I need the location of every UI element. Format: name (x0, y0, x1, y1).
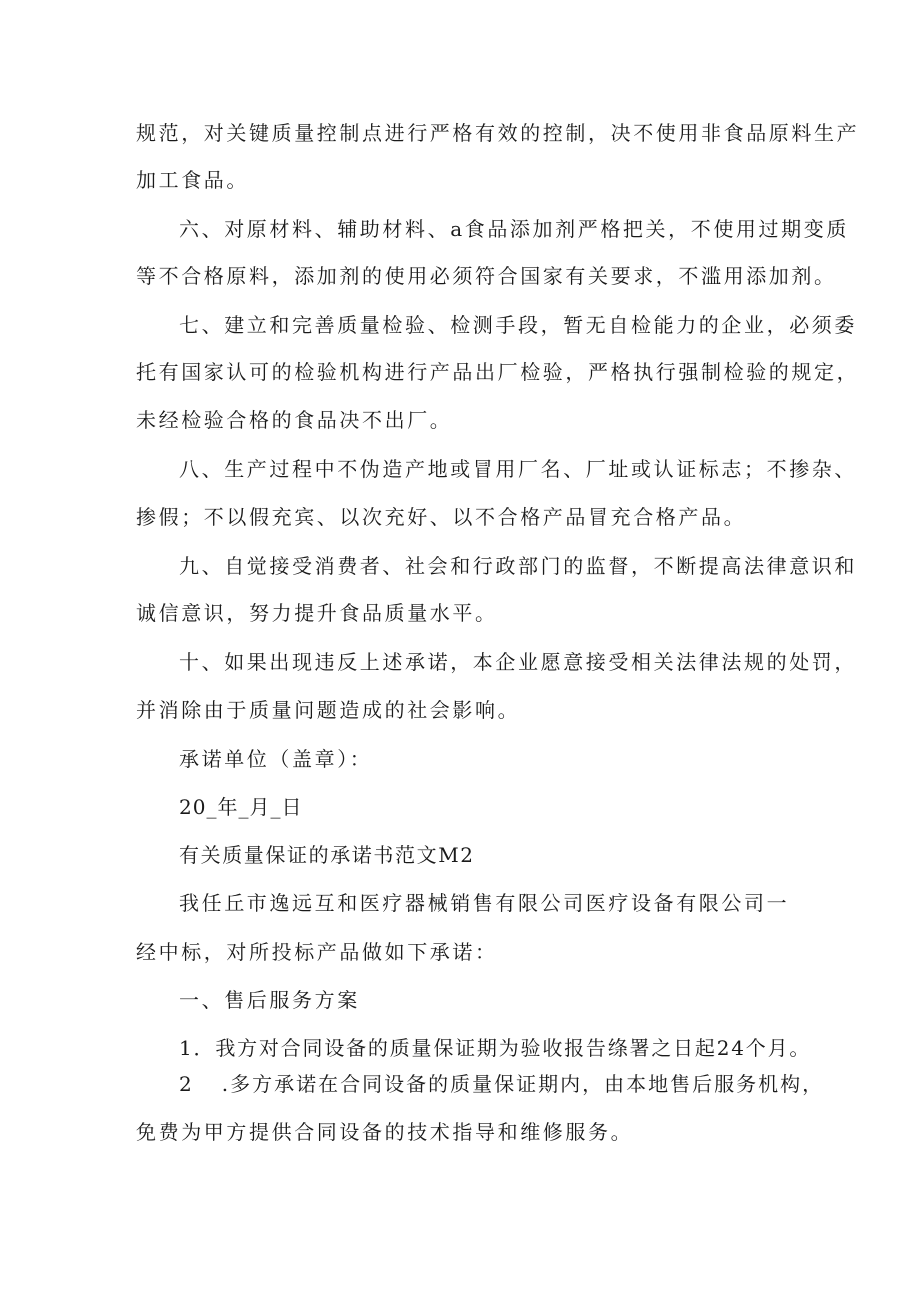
list-item-number: 2 (179, 1072, 194, 1096)
section-heading: 一、售后服务方案 (179, 988, 360, 1012)
paragraph-line: 八、生产过程中不伪造产地或冒用厂名、厂址或认证标志；不掺杂、 (179, 457, 857, 481)
paragraph-line: 十、如果出现违反上述承诺，本企业愿意接受相关法律法规的处罚， (179, 650, 857, 674)
paragraph-line: 九、自觉接受消费者、社会和行政部门的监督，不断提高法律意识和 (179, 554, 857, 578)
list-item-text: .多方承诺在合同设备的质量保证期内，由本地售后服务机构， (221, 1072, 825, 1096)
paragraph-line: 加工食品。 (136, 168, 249, 192)
paragraph-line: 等不合格原料，添加剂的使用必须符合国家有关要求，不滥用添加剂。 (136, 264, 837, 288)
date-line: 20_年_月_日 (179, 795, 303, 819)
paragraph-line: 诚信意识，努力提升食品质量水平。 (136, 601, 498, 625)
paragraph-line: 未经检验合格的食品决不出厂。 (136, 408, 453, 432)
paragraph-line: 掺假；不以假充宾、以次充好、以不合格产品冒充合格产品。 (136, 505, 747, 529)
signature-label: 承诺单位（盖章）： (179, 747, 373, 771)
paragraph-line: 免费为甲方提供合同设备的技术指导和维修服务。 (136, 1120, 634, 1144)
paragraph-line: 七、建立和完善质量检验、检测手段，暂无自检能力的企业，必须委 (179, 313, 857, 337)
list-item (179, 1072, 824, 1096)
paragraph-line: 六、对原材料、辅助材料、a食品添加剂严格把关，不使用过期变质 (179, 217, 849, 241)
list-item: 1．我方对合同设备的质量保证期为验收报告绦署之日起24个月。 (179, 1036, 812, 1060)
paragraph-line: 我任丘市逸远互和医疗器械销售有限公司医疗设备有限公司一 (179, 891, 790, 915)
paragraph-line: 并消除由于质量问题造成的社会影响。 (136, 698, 521, 722)
section-title: 有关质量保证的承诺书范文M2 (179, 843, 475, 867)
paragraph-line: 托有国家认可的检验机构进行产品出厂检验，严格执行强制检验的规定， (136, 360, 860, 384)
paragraph-line: 规范，对关键质量控制点进行严格有效的控制，决不使用非食品原料生产 (136, 121, 860, 145)
paragraph-line: 经中标，对所投标产品做如下承诺： (136, 940, 498, 964)
